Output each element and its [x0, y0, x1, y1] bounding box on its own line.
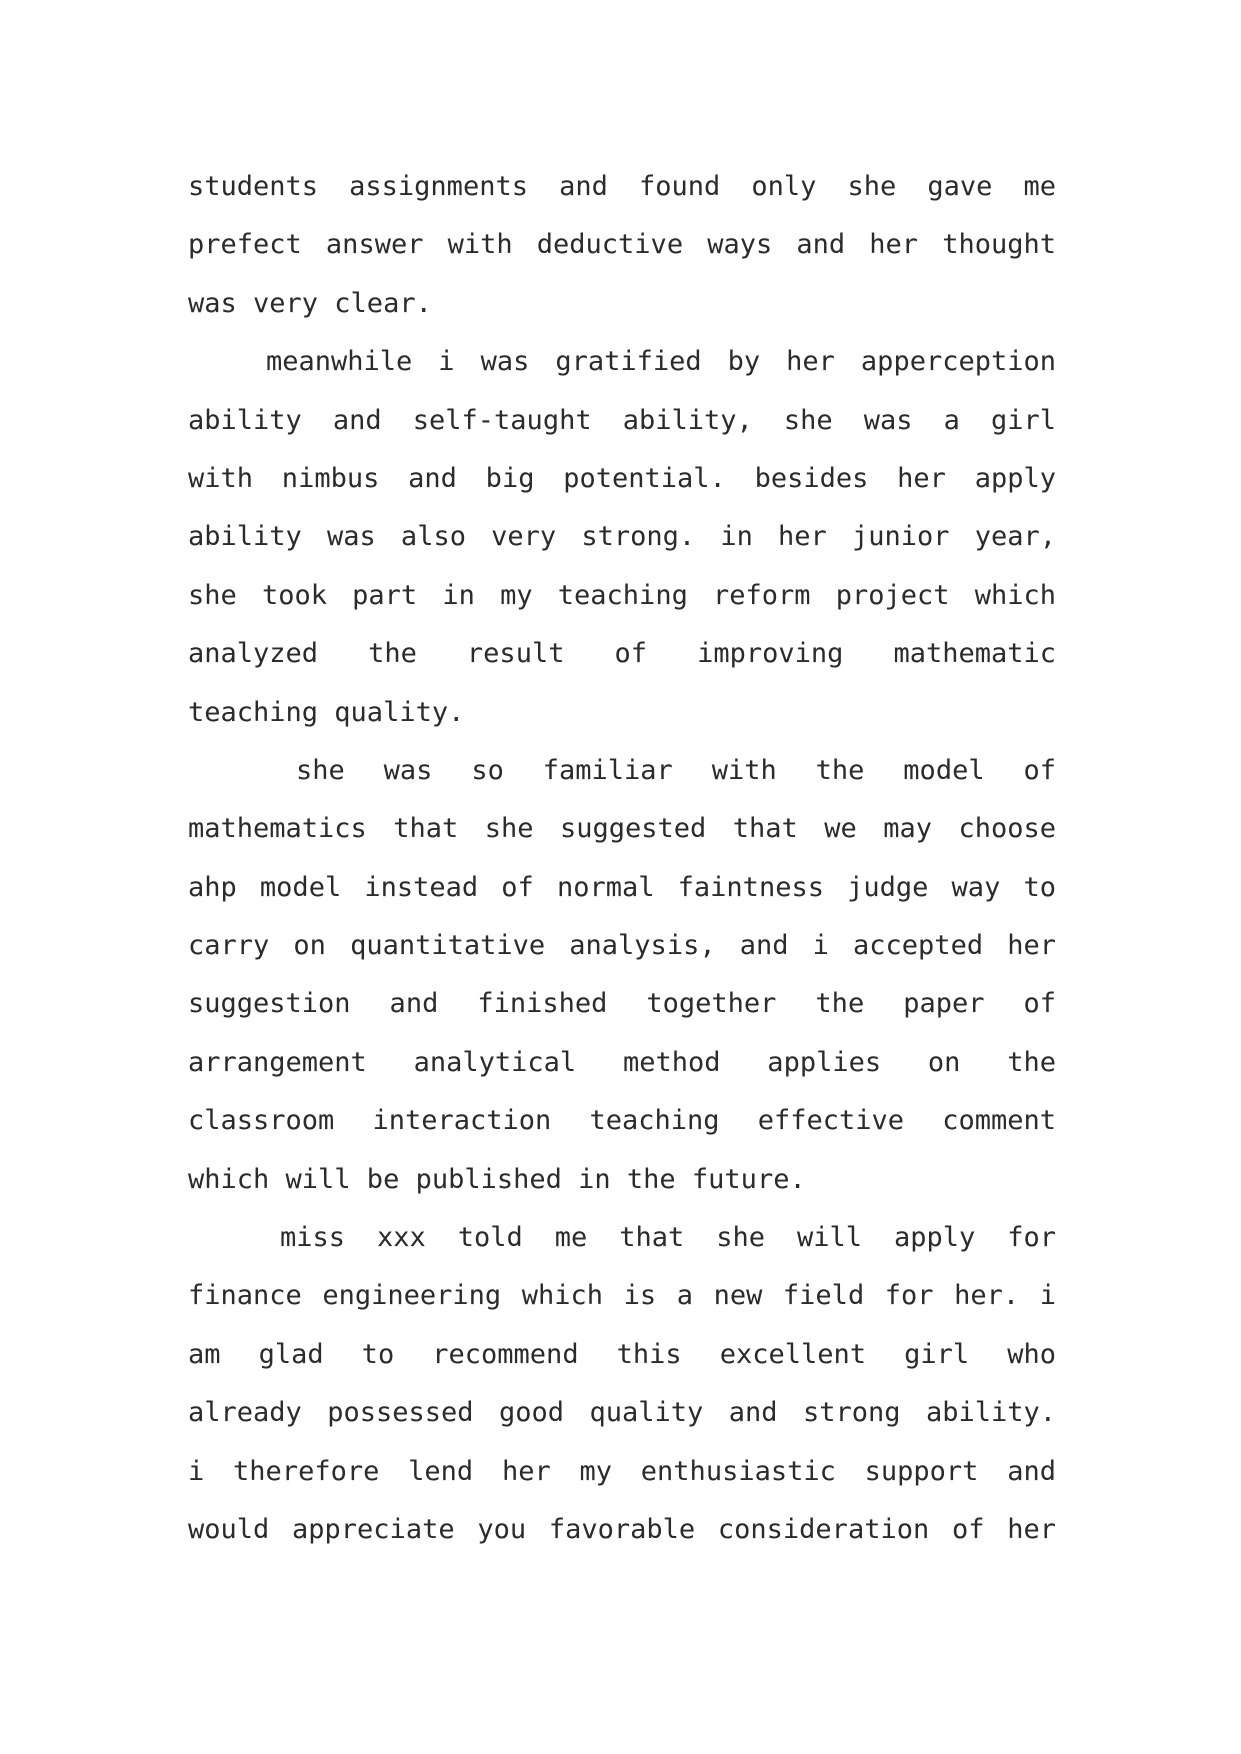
text-line: classroom interaction teaching effective comment [188, 1105, 1056, 1137]
text-line: ability and self-taught ability, she was a girl [188, 404, 1056, 436]
text-line: mathematics that she suggested that we may choose [188, 813, 1056, 845]
text-line: was very clear. [188, 287, 432, 319]
text-line: prefect answer with deductive ways and her thought [188, 229, 1056, 261]
text-line: am glad to recommend this excellent girl who [188, 1338, 1056, 1370]
text-line: students assignments and found only she gave me [188, 171, 1056, 202]
text-line: finance engineering which is a new field for her. i [188, 1280, 1056, 1312]
text-line: already possessed good quality and strong ability. [188, 1397, 1056, 1429]
text-line: she took part in my teaching reform project which [188, 579, 1056, 611]
paragraph-3 [188, 742, 1056, 1209]
text-line: i therefore lend her my enthusiastic support and [188, 1455, 1056, 1487]
paragraph-1 [188, 158, 1056, 333]
text-line: she was so familiar with the model of [296, 754, 1056, 786]
text-line: miss xxx told me that she will apply for [280, 1222, 1056, 1254]
text-line: meanwhile i was gratified by her apperception [266, 346, 1056, 378]
text-line: teaching quality. [188, 696, 465, 728]
text-line: which will be published in the future. [188, 1163, 806, 1195]
paragraph-4 [188, 1209, 1056, 1559]
text-line: analyzed the result of improving mathematic [188, 638, 1056, 670]
letter-body [188, 158, 1056, 1559]
text-line: carry on quantitative analysis, and i accepted her [188, 930, 1056, 962]
text-line: suggestion and finished together the paper of [188, 988, 1056, 1020]
text-line: ahp model instead of normal faintness judge way to [188, 871, 1056, 903]
text-line: would appreciate you favorable consideration of her [188, 1513, 1056, 1545]
text-line: ability was also very strong. in her junior year, [188, 521, 1056, 553]
text-line: arrangement analytical method applies on the [188, 1046, 1056, 1078]
text-line: with nimbus and big potential. besides her apply [188, 462, 1056, 494]
paragraph-2 [188, 333, 1056, 742]
